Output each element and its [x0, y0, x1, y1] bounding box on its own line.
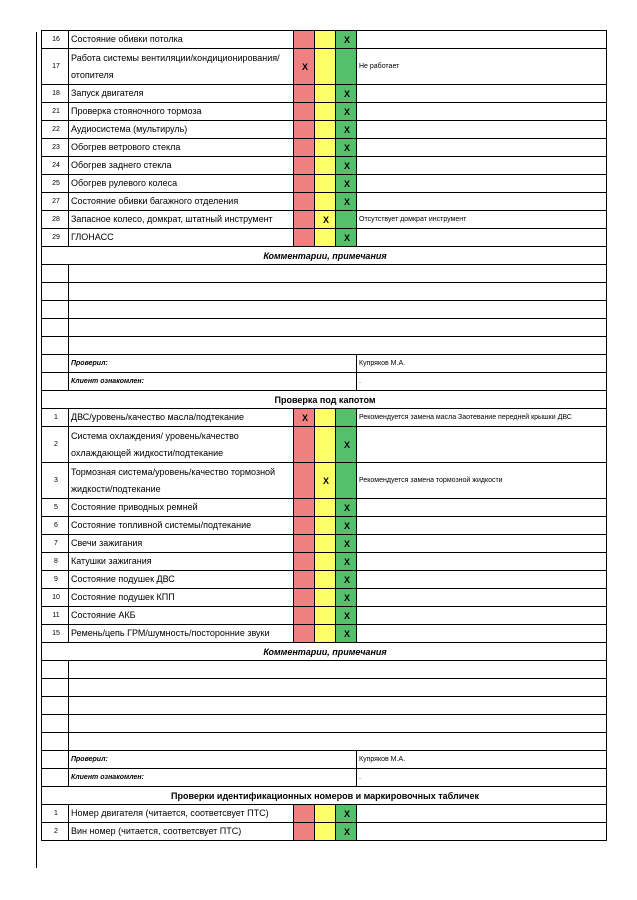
comment-margin [42, 697, 69, 715]
status-cell-green [336, 409, 357, 427]
checked-by [42, 751, 607, 769]
comment-margin [42, 301, 69, 319]
client-acknowledged-label: Клиент ознакомлен: [69, 769, 357, 787]
status-cell-yellow [315, 139, 336, 157]
check-row [42, 31, 607, 49]
comment-field[interactable] [69, 715, 607, 733]
status-mark-green: X [336, 571, 357, 589]
status-mark-red: X [294, 49, 315, 85]
row-number: 1 [42, 805, 69, 823]
status-cell-yellow [315, 589, 336, 607]
status-cell-yellow [315, 427, 336, 463]
status-cell-red [294, 229, 315, 247]
row-number: 21 [42, 103, 69, 121]
left-margin-rule [36, 32, 37, 868]
note-cell [357, 517, 607, 535]
comment-margin [42, 679, 69, 697]
status-mark-green: X [336, 103, 357, 121]
note-cell: Рекомендуется замена тормозной жидкости [357, 463, 607, 499]
check-item-name: Свечи зажигания [69, 535, 294, 553]
check-item-name: ДВС/уровень/качество масла/подтекание [69, 409, 294, 427]
note-cell [357, 535, 607, 553]
checked-by [42, 355, 607, 373]
checked-by-value: Купряков М.А. [357, 355, 607, 373]
status-mark-green: X [336, 193, 357, 211]
comment-line [42, 733, 607, 751]
status-cell-red [294, 139, 315, 157]
note-cell [357, 139, 607, 157]
check-row [42, 607, 607, 625]
check-row [42, 571, 607, 589]
check-item-name: Состояние обивки потолка [69, 31, 294, 49]
status-mark-green: X [336, 85, 357, 103]
check-row [42, 463, 607, 499]
row-number: 3 [42, 463, 69, 499]
comment-field[interactable] [69, 283, 607, 301]
row-number: 23 [42, 139, 69, 157]
check-row [42, 553, 607, 571]
check-item-name: Ремень/цепь ГРМ/шумность/посторонние звуки [69, 625, 294, 643]
status-cell-red [294, 625, 315, 643]
check-row [42, 499, 607, 517]
comment-line [42, 661, 607, 679]
check-item-name: Запуск двигателя [69, 85, 294, 103]
comment-field[interactable] [69, 733, 607, 751]
status-mark-yellow: X [315, 463, 336, 499]
row-number: 8 [42, 553, 69, 571]
status-mark-green: X [336, 229, 357, 247]
comment-field[interactable] [69, 679, 607, 697]
check-item-name: ГЛОНАСС [69, 229, 294, 247]
check-row [42, 121, 607, 139]
check-row [42, 193, 607, 211]
status-cell-red [294, 571, 315, 589]
comment-margin [42, 661, 69, 679]
note-cell [357, 427, 607, 463]
status-cell-yellow [315, 571, 336, 589]
check-item-name: Обогрев ветрового стекла [69, 139, 294, 157]
status-cell-yellow [315, 31, 336, 49]
status-cell-red [294, 103, 315, 121]
check-row [42, 211, 607, 229]
status-mark-green: X [336, 499, 357, 517]
client-acknowledged-value: . [357, 373, 607, 391]
row-number: 17 [42, 49, 69, 85]
check-row [42, 49, 607, 85]
comment-margin [42, 283, 69, 301]
check-row [42, 409, 607, 427]
note-cell [357, 103, 607, 121]
note-cell [357, 607, 607, 625]
comments-title [42, 247, 607, 265]
check-item-name: Состояние АКБ [69, 607, 294, 625]
status-cell-red [294, 589, 315, 607]
status-cell-red [294, 805, 315, 823]
check-item-name: Работа системы вентиляции/кондиционирования/ отопителя [69, 49, 294, 85]
signature-margin [42, 769, 69, 787]
row-number: 2 [42, 823, 69, 841]
comment-field[interactable] [69, 301, 607, 319]
client-acknowledged [42, 373, 607, 391]
row-number: 28 [42, 211, 69, 229]
status-cell-red [294, 517, 315, 535]
check-item-name: Запасное колесо, домкрат, штатный инструмент [69, 211, 294, 229]
status-cell-green [336, 49, 357, 85]
status-cell-yellow [315, 805, 336, 823]
check-row [42, 103, 607, 121]
check-item-name: Тормозная система/уровень/качество тормозной жидкости/подтекание [69, 463, 294, 499]
status-cell-red [294, 823, 315, 841]
status-cell-red [294, 31, 315, 49]
comment-field[interactable] [69, 319, 607, 337]
comment-line [42, 283, 607, 301]
checked-by-label: Проверил: [69, 355, 357, 373]
status-mark-green: X [336, 157, 357, 175]
check-row [42, 589, 607, 607]
note-cell [357, 157, 607, 175]
comment-margin [42, 265, 69, 283]
check-item-name: Состояние приводных ремней [69, 499, 294, 517]
status-cell-yellow [315, 409, 336, 427]
status-cell-yellow [315, 823, 336, 841]
check-item-name: Вин номер (читается, соответсвует ПТС) [69, 823, 294, 841]
comments-title [42, 643, 607, 661]
comment-line [42, 319, 607, 337]
note-cell [357, 193, 607, 211]
check-row [42, 535, 607, 553]
status-mark-yellow: X [315, 211, 336, 229]
comment-margin [42, 337, 69, 355]
status-mark-green: X [336, 517, 357, 535]
status-cell-yellow [315, 535, 336, 553]
status-cell-yellow [315, 499, 336, 517]
status-cell-yellow [315, 517, 336, 535]
status-cell-yellow [315, 607, 336, 625]
check-item-name: Состояние обивки багажного отделения [69, 193, 294, 211]
row-number: 7 [42, 535, 69, 553]
status-cell-red [294, 499, 315, 517]
status-cell-red [294, 121, 315, 139]
row-number: 25 [42, 175, 69, 193]
check-item-name: Номер двигателя (читается, соответсвует ПТС) [69, 805, 294, 823]
row-number: 9 [42, 571, 69, 589]
status-cell-yellow [315, 553, 336, 571]
checked-by-label: Проверил: [69, 751, 357, 769]
status-mark-green: X [336, 607, 357, 625]
status-cell-yellow [315, 121, 336, 139]
status-mark-green: X [336, 823, 357, 841]
status-cell-red [294, 607, 315, 625]
check-row [42, 85, 607, 103]
check-row [42, 175, 607, 193]
row-number: 11 [42, 607, 69, 625]
status-mark-red: X [294, 409, 315, 427]
comments-title-text: Комментарии, примечания [42, 643, 607, 661]
status-cell-yellow [315, 193, 336, 211]
check-row [42, 625, 607, 643]
section-title [42, 787, 607, 805]
status-mark-green: X [336, 121, 357, 139]
inspection-sheet [41, 30, 607, 841]
comment-field[interactable] [69, 337, 607, 355]
row-number: 16 [42, 31, 69, 49]
status-cell-yellow [315, 103, 336, 121]
status-cell-red [294, 463, 315, 499]
comment-line [42, 265, 607, 283]
note-cell [357, 823, 607, 841]
note-cell [357, 553, 607, 571]
note-cell [357, 121, 607, 139]
check-row [42, 805, 607, 823]
status-cell-green [336, 211, 357, 229]
status-cell-yellow [315, 85, 336, 103]
check-item-name: Аудиосистема (мультируль) [69, 121, 294, 139]
client-acknowledged-value: . [357, 769, 607, 787]
status-cell-red [294, 157, 315, 175]
signature-margin [42, 751, 69, 769]
check-row [42, 139, 607, 157]
check-item-name: Обогрев рулевого колеса [69, 175, 294, 193]
status-cell-red [294, 175, 315, 193]
signature-margin [42, 373, 69, 391]
section-title-text: Проверки идентификационных номеров и маркировочных табличек [42, 787, 607, 805]
status-mark-green: X [336, 589, 357, 607]
signature-margin [42, 355, 69, 373]
client-acknowledged-label: Клиент ознакомлен: [69, 373, 357, 391]
status-mark-green: X [336, 805, 357, 823]
row-number: 29 [42, 229, 69, 247]
check-row [42, 823, 607, 841]
comment-line [42, 715, 607, 733]
status-cell-red [294, 211, 315, 229]
status-cell-red [294, 553, 315, 571]
note-cell [357, 571, 607, 589]
row-number: 18 [42, 85, 69, 103]
note-cell [357, 499, 607, 517]
section-title [42, 391, 607, 409]
status-mark-green: X [336, 139, 357, 157]
status-mark-green: X [336, 625, 357, 643]
comment-line [42, 301, 607, 319]
note-cell [357, 175, 607, 193]
check-row [42, 517, 607, 535]
client-acknowledged [42, 769, 607, 787]
check-item-name: Система охлаждения/ уровень/качество охлаждающей жидкости/подтекание [69, 427, 294, 463]
status-cell-red [294, 193, 315, 211]
section-title-text: Проверка под капотом [42, 391, 607, 409]
row-number: 22 [42, 121, 69, 139]
row-number: 24 [42, 157, 69, 175]
status-mark-green: X [336, 535, 357, 553]
row-number: 2 [42, 427, 69, 463]
status-mark-green: X [336, 427, 357, 463]
checked-by-value: Купряков М.А. [357, 751, 607, 769]
row-number: 5 [42, 499, 69, 517]
comment-margin [42, 319, 69, 337]
note-cell [357, 85, 607, 103]
check-item-name: Состояние подушек ДВС [69, 571, 294, 589]
check-row [42, 229, 607, 247]
row-number: 1 [42, 409, 69, 427]
row-number: 27 [42, 193, 69, 211]
status-mark-green: X [336, 175, 357, 193]
check-item-name: Катушки зажигания [69, 553, 294, 571]
note-cell [357, 229, 607, 247]
row-number: 15 [42, 625, 69, 643]
status-cell-red [294, 535, 315, 553]
check-row [42, 427, 607, 463]
status-cell-yellow [315, 157, 336, 175]
status-cell-yellow [315, 49, 336, 85]
status-cell-red [294, 85, 315, 103]
comment-line [42, 679, 607, 697]
comments-title-text: Комментарии, примечания [42, 247, 607, 265]
note-cell [357, 31, 607, 49]
status-mark-green: X [336, 553, 357, 571]
note-cell: Рекомендуется замена масла Заотевание передней крышки ДВС [357, 409, 607, 427]
check-item-name: Состояние топливной системы/подтекание [69, 517, 294, 535]
note-cell: Не работает [357, 49, 607, 85]
comment-line [42, 697, 607, 715]
comment-field[interactable] [69, 697, 607, 715]
comment-line [42, 337, 607, 355]
comment-field[interactable] [69, 661, 607, 679]
note-cell: Отсутствует домкрат инструмент [357, 211, 607, 229]
status-cell-yellow [315, 175, 336, 193]
note-cell [357, 589, 607, 607]
check-item-name: Обогрев заднего стекла [69, 157, 294, 175]
comment-margin [42, 715, 69, 733]
status-mark-green: X [336, 31, 357, 49]
note-cell [357, 625, 607, 643]
status-cell-green [336, 463, 357, 499]
status-cell-red [294, 427, 315, 463]
check-item-name: Состояние подушек КПП [69, 589, 294, 607]
comment-margin [42, 733, 69, 751]
row-number: 10 [42, 589, 69, 607]
check-row [42, 157, 607, 175]
check-item-name: Проверка стояночного тормоза [69, 103, 294, 121]
note-cell [357, 805, 607, 823]
row-number: 6 [42, 517, 69, 535]
comment-field[interactable] [69, 265, 607, 283]
status-cell-yellow [315, 229, 336, 247]
status-cell-yellow [315, 625, 336, 643]
